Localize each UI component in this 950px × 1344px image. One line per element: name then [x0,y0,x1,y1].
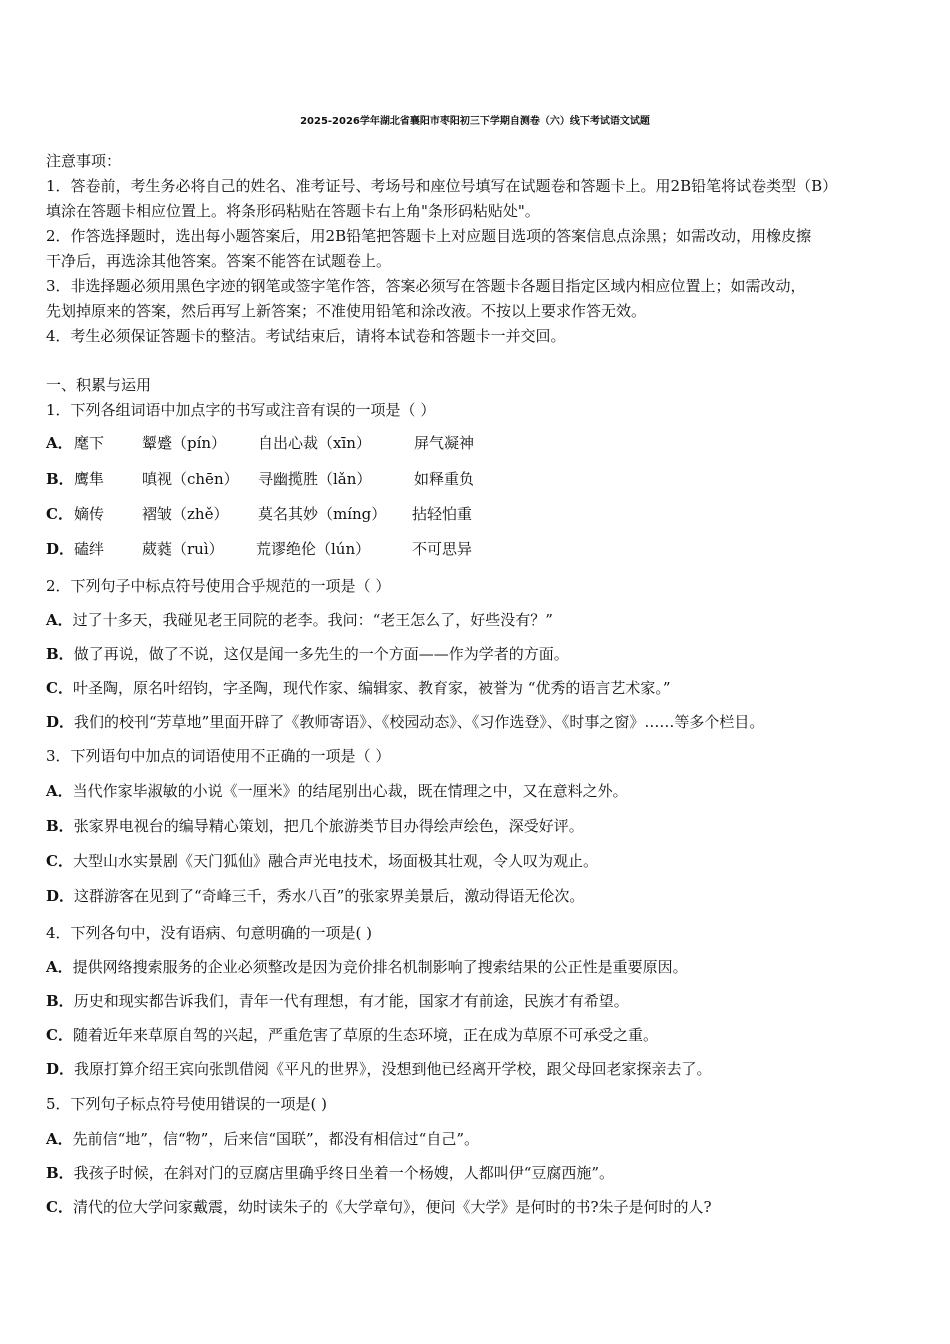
notice-line: 2．作答选择题时，选出每小题答案后，用2B铅笔把答题卡上对应题目选项的答案信息点涂黑；如需改动，用橡皮擦 [46,227,812,245]
option-text: 提供网络搜索服务的企业必须整改是因为竞价排名机制影响了搜索结果的公正性是重要原因。 [72,958,688,976]
option-text: 当代作家毕淑敏的小说《一厘米》的结尾别出心裁，既在情理之中，又在意料之外。 [72,782,628,800]
question-2-option-d [46,712,764,732]
question-5-stem: 5．下列句子标点符号使用错误的一项是( ) [46,1095,328,1113]
option-label: A． [46,1130,73,1148]
question-3-stem: 3．下列语句中加点的词语使用不正确的一项是（ ） [46,747,391,765]
option-label: D． [46,540,75,558]
page-title: 2025-2026学年湖北省襄阳市枣阳初三下学期自测卷（六）线下考试语文试题 [300,116,650,127]
question-2-option-b [46,644,569,664]
question-2-option-a [46,610,553,630]
question-3-option-b [46,816,584,836]
option-text: 张家界电视台的编导精心策划，把几个旅游类节目办得绘声绘色，深受好评。 [73,817,584,835]
option-label: C． [46,1198,73,1216]
option-text: 历史和现实都告诉我们，青年一代有理想，有才能，国家才有前途，民族才有希望。 [73,992,629,1010]
option-label: D． [46,713,75,731]
question-3-option-d [46,886,584,906]
question-5-option-c [46,1197,712,1217]
notice-line: 先划掉原来的答案，然后再写上新答案；不准使用铅笔和涂改液。不按以上要求作答无效。 [46,302,647,320]
option-text: 我原打算介绍王宾向张凯借阅《平凡的世界》，没想到他已经离开学校，跟父母回老家探亲去了。 [74,1060,712,1078]
option-label: D． [46,1060,75,1078]
option-label: C． [46,505,73,523]
option-label: A． [46,434,73,452]
option-word: 寻幽揽胜（lǎn） [258,470,372,488]
option-label: B． [46,645,74,663]
question-4-option-a [46,957,688,977]
question-4-stem: 4．下列各句中，没有语病、句意明确的一项是( ) [46,924,373,942]
option-word: 麾下 [74,434,105,452]
option-word: 嫡传 [74,505,105,523]
option-word: 如释重负 [414,470,475,488]
option-word: 鹰隼 [74,470,105,488]
question-4-option-d [46,1059,712,1079]
notice-line: 1．答卷前，考生务必将自己的姓名、准考证号、考场号和座位号填写在试题卷和答题卡上。用2B铅笔将试卷类型（B） [46,177,838,195]
option-text: 过了十多天，我碰见老王同院的老李。我问：“老王怎么了，好些没有？” [72,611,553,629]
option-word: 不可思异 [412,540,473,558]
option-text: 我们的校刊“芳草地”里面开辟了《教师寄语》、《校园动态》、《习作选登》、《时事之窗》……等多个栏目。 [74,713,765,731]
notice-header: 注意事项： [46,152,122,170]
notice-line: 干净后，再选涂其他答案。答案不能答在试题卷上。 [46,252,392,270]
question-2-stem: 2．下列句子中标点符号使用合乎规范的一项是（ ） [46,577,391,595]
question-5-option-a [46,1129,479,1149]
option-label: C． [46,1026,73,1044]
option-text: 清代的位大学问家戴震，幼时读朱子的《大学章句》，便问《大学》是何时的书?朱子是何时的人? [72,1198,712,1216]
question-5-option-b [46,1163,614,1183]
option-word: 莫名其妙（míng） [258,505,387,523]
option-label: A． [46,782,73,800]
question-1-stem: 1．下列各组词语中加点字的书写或注音有误的一项是（ ） [46,401,436,419]
question-3-option-a [46,781,628,801]
option-text: 我孩子时候，在斜对门的豆腐店里确乎终日坐着一个杨嫂，人都叫伊“豆腐西施”。 [73,1164,615,1182]
option-label: B． [46,992,74,1010]
option-word: 嗔视（chēn） [142,470,239,488]
notice-line: 4．考生必须保证答题卡的整洁。考试结束后，请将本试卷和答题卡一并交回。 [46,327,566,345]
option-label: C． [46,679,73,697]
option-label: D． [46,887,75,905]
option-label: B． [46,1164,74,1182]
option-text: 随着近年来草原自驾的兴起，严重危害了草原的生态环境，正在成为草原不可承受之重。 [72,1026,658,1044]
section-heading: 一、积累与运用 [46,376,152,394]
option-text: 先前信“地”，信“物”，后来信“国联”，都没有相信过“自己”。 [72,1130,479,1148]
option-word: 葳蕤（ruì） [142,540,224,558]
option-text: 做了再说，做了不说，这仅是闻一多先生的一个方面——作为学者的方面。 [73,645,569,663]
question-4-option-b [46,991,629,1011]
option-label: C． [46,852,73,870]
option-label: A． [46,958,73,976]
option-text: 这群游客在见到了“奇峰三千，秀水八百”的张家界美景后，激动得语无伦次。 [74,887,585,905]
option-text: 大型山水实景剧《天门狐仙》融合声光电技术，场面极其壮观，令人叹为观止。 [72,852,598,870]
option-label: B． [46,470,74,488]
option-word: 褶皱（zhě） [142,505,229,523]
question-3-option-c [46,851,598,871]
notice-line: 填涂在答题卡相应位置上。将条形码粘贴在答题卡右上角"条形码粘贴处"。 [46,202,540,220]
question-2-option-c [46,678,671,698]
notice-line: 3．非选择题必须用黑色字迹的钢笔或签字笔作答，答案必须写在答题卡各题目指定区域内相应位置上；如需改动， [46,277,806,295]
option-word: 屏气凝神 [414,434,475,452]
option-word: 颦蹙（pín） [142,434,227,452]
option-label: A． [46,611,73,629]
option-text: 叶圣陶，原名叶绍钧，字圣陶，现代作家、编辑家、教育家，被誉为 “优秀的语言艺术家。” [72,679,671,697]
question-4-option-c [46,1025,658,1045]
option-word: 荒谬绝伦（lún） [256,540,371,558]
option-word: 磕绊 [74,540,105,558]
option-word: 自出心裁（xīn） [258,434,371,452]
option-label: B． [46,817,74,835]
option-word: 拈轻怕重 [412,505,473,523]
